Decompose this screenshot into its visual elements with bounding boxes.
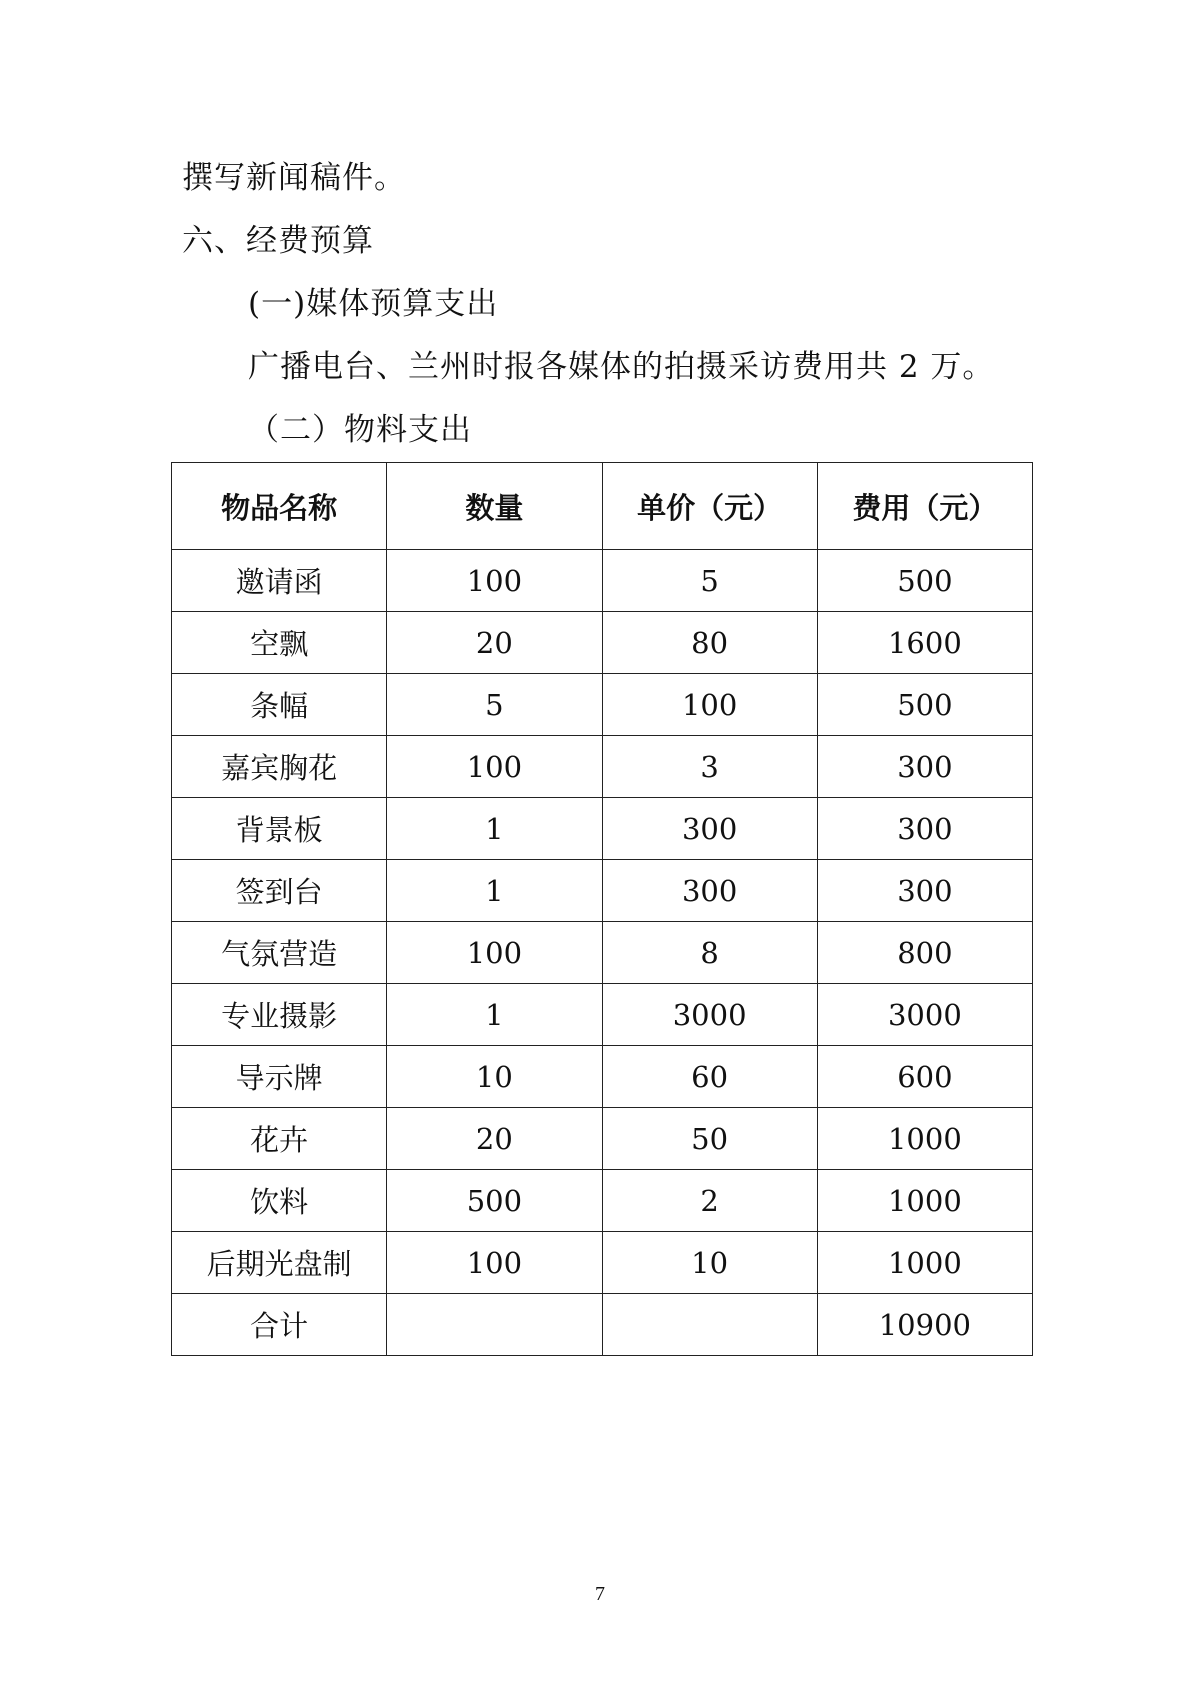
cell-quantity: 500: [387, 1170, 602, 1232]
subheading-media-budget: (一)媒体预算支出: [248, 286, 499, 322]
cell-quantity: 10: [387, 1046, 602, 1108]
cell-cost: 1000: [817, 1170, 1032, 1232]
cell-unit-price: 300: [602, 798, 817, 860]
table-row: [172, 1170, 1033, 1232]
cell-cost: 300: [817, 798, 1032, 860]
cell-unit-price: 8: [602, 922, 817, 984]
cell-item-name: 嘉宾胸花: [172, 736, 387, 798]
cell-unit-price: 50: [602, 1108, 817, 1170]
table-row: [172, 860, 1033, 922]
cell-total-label: 合计: [172, 1294, 387, 1356]
cell-cost: 800: [817, 922, 1032, 984]
subheading-material-budget: （二）物料支出: [248, 412, 472, 448]
header-cost: 费用（元）: [817, 463, 1032, 550]
paragraph-news-writing: 撰写新闻稿件。: [182, 160, 406, 196]
cell-cost: 1000: [817, 1232, 1032, 1294]
cell-cost: 300: [817, 860, 1032, 922]
cell-cost: 600: [817, 1046, 1032, 1108]
table-row: [172, 674, 1033, 736]
cell-unit-price: 60: [602, 1046, 817, 1108]
table-row: [172, 550, 1033, 612]
cell-unit-price: 80: [602, 612, 817, 674]
paragraph-media-cost: 广播电台、兰州时报各媒体的拍摄采访费用共 2 万。: [248, 349, 995, 385]
cell-unit-price: 2: [602, 1170, 817, 1232]
cell-cost: 500: [817, 674, 1032, 736]
cell-item-name: 邀请函: [172, 550, 387, 612]
cell-item-name: 花卉: [172, 1108, 387, 1170]
cell-unit-price: [602, 1294, 817, 1356]
cell-quantity: 1: [387, 984, 602, 1046]
table-row: [172, 612, 1033, 674]
cell-quantity: 20: [387, 1108, 602, 1170]
cell-cost: 1000: [817, 1108, 1032, 1170]
header-quantity: 数量: [387, 463, 602, 550]
cell-item-name: 签到台: [172, 860, 387, 922]
cell-quantity: 100: [387, 1232, 602, 1294]
header-item-name: 物品名称: [172, 463, 387, 550]
cell-unit-price: 10: [602, 1232, 817, 1294]
cell-item-name: 背景板: [172, 798, 387, 860]
cell-unit-price: 3: [602, 736, 817, 798]
cell-item-name: 导示牌: [172, 1046, 387, 1108]
cell-cost: 300: [817, 736, 1032, 798]
cell-quantity: 1: [387, 798, 602, 860]
cell-unit-price: 300: [602, 860, 817, 922]
table-row: [172, 736, 1033, 798]
page-number: 7: [595, 1583, 605, 1605]
table-total-row: [172, 1294, 1033, 1356]
cell-quantity: 100: [387, 550, 602, 612]
table-row: [172, 1108, 1033, 1170]
table-row: [172, 922, 1033, 984]
cell-quantity: 5: [387, 674, 602, 736]
table-row: [172, 1232, 1033, 1294]
table-row: [172, 1046, 1033, 1108]
cell-item-name: 饮料: [172, 1170, 387, 1232]
cell-total-cost: 10900: [817, 1294, 1032, 1356]
cell-cost: 1600: [817, 612, 1032, 674]
cell-cost: 500: [817, 550, 1032, 612]
cell-unit-price: 5: [602, 550, 817, 612]
cell-item-name: 条幅: [172, 674, 387, 736]
cell-quantity: 1: [387, 860, 602, 922]
material-budget-table: [171, 462, 1033, 1356]
table-header-row: [172, 463, 1033, 550]
cell-unit-price: 3000: [602, 984, 817, 1046]
cell-item-name: 气氛营造: [172, 922, 387, 984]
section-heading-budget: 六、经费预算: [182, 223, 374, 259]
header-unit-price: 单价（元）: [602, 463, 817, 550]
cell-quantity: 100: [387, 922, 602, 984]
cell-quantity: 20: [387, 612, 602, 674]
cell-quantity: 100: [387, 736, 602, 798]
cell-cost: 3000: [817, 984, 1032, 1046]
table-row: [172, 798, 1033, 860]
cell-item-name: 专业摄影: [172, 984, 387, 1046]
cell-quantity: [387, 1294, 602, 1356]
cell-unit-price: 100: [602, 674, 817, 736]
cell-item-name: 空飘: [172, 612, 387, 674]
table-row: [172, 984, 1033, 1046]
cell-item-name: 后期光盘制: [172, 1232, 387, 1294]
